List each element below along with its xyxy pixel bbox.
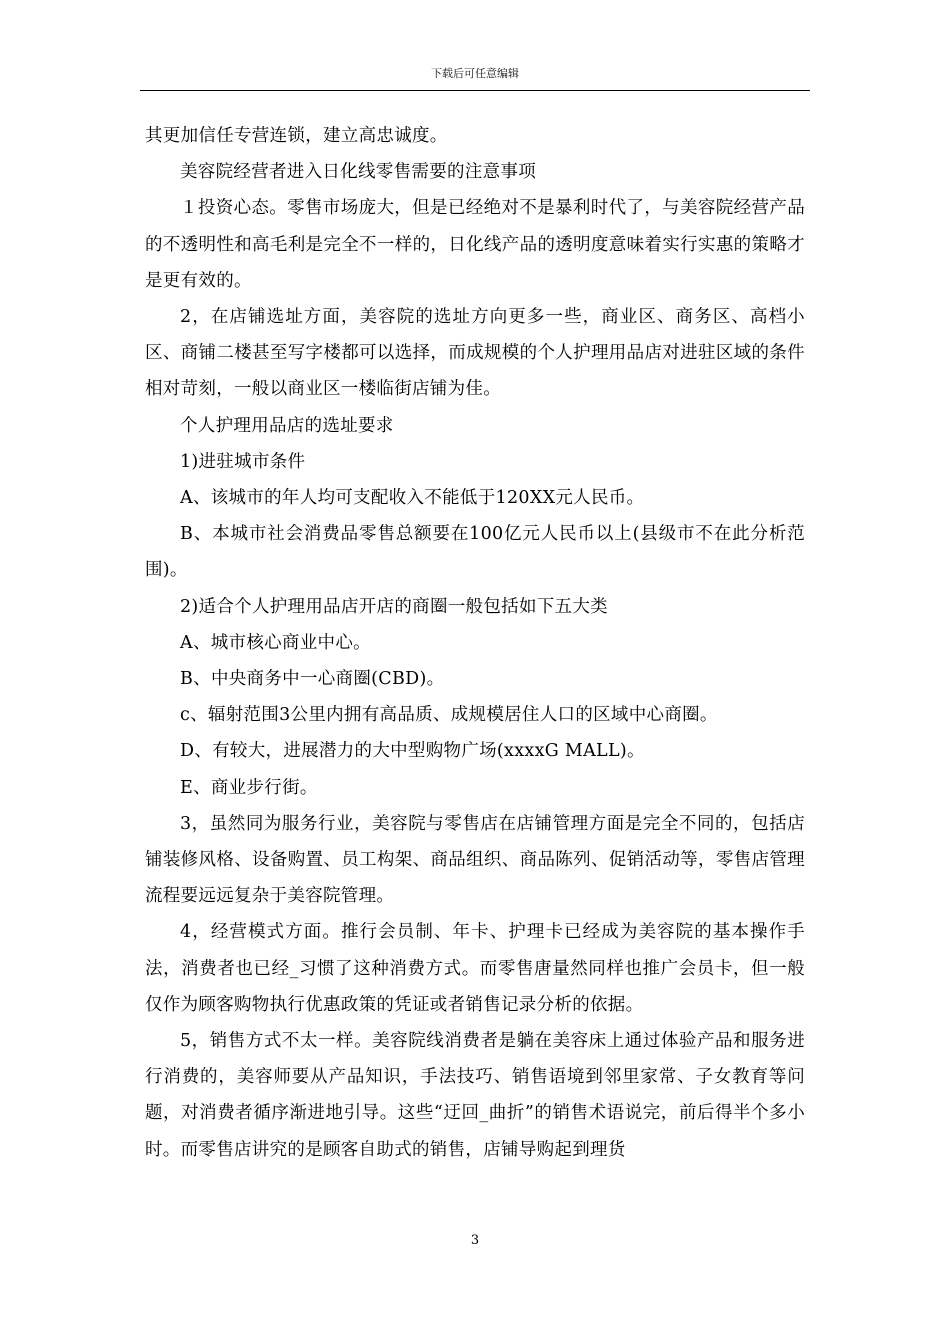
paragraph: 2，在店铺选址方面，美容院的选址方向更多一些，商业区、商务区、高档小区、商铺二楼甚至写字楼都可以选择，而成规模的个人护理用品店对进驻区域的条件相对苛刻，一般以商业区一楼临街店铺为佳。 bbox=[145, 307, 805, 400]
paragraph: 5，销售方式不太一样。美容院线消费者是躺在美容床上通过体验产品和服务进行消费的，美容师要从产品知识，手法技巧、销售语境到邻里家常、子女教育等问题，对消费者循序渐进地引导。这些“迂回_曲折”的销售术语说完，前后得半个多小时。而零售店讲究的是顾客自助式的销售，店铺导购起到理货 bbox=[145, 1031, 805, 1160]
document-body bbox=[145, 118, 805, 1168]
list-item: A、城市核心商业中心。 bbox=[180, 632, 371, 653]
page-header: 下载后可任意编辑 bbox=[431, 67, 519, 80]
list-item: D、有较大，进展潜力的大中型购物广场(xxxxG MALL)。 bbox=[180, 741, 645, 762]
list-item: B、本城市社会消费品零售总额要在100亿元人民币以上(县级市不在此分析范围)。 bbox=[145, 524, 805, 581]
paragraph: 其更加信任专营连锁，建立高忠诚度。 bbox=[145, 126, 448, 146]
header-divider bbox=[140, 90, 810, 91]
paragraph: １投资心态。零售市场庞大，但是已经绝对不是暴利时代了，与美容院经营产品的不透明性和高毛利是完全不一样的，日化线产品的透明度意味着实行实惠的策略才是更有效的。 bbox=[145, 198, 805, 291]
list-item: A、该城市的年人均可支配收入不能低于120XX元人民币。 bbox=[180, 488, 645, 509]
section-heading: 个人护理用品店的选址要求 bbox=[180, 415, 394, 436]
list-item: B、中央商务中一心商圈(CBD)。 bbox=[180, 669, 445, 690]
list-item: c、辐射范围3公里内拥有高品质、成规模居住人口的区域中心商圈。 bbox=[180, 705, 718, 726]
page-number: 3 bbox=[470, 1233, 480, 1248]
list-heading: 2)适合个人护理用品店开店的商圈一般包括如下五大类 bbox=[180, 596, 608, 617]
paragraph: 4，经营模式方面。推行会员制、年卡、护理卡已经成为美容院的基本操作手法，消费者也已经_习惯了这种消费方式。而零售唐量然同样也推广会员卡，但一般仅作为顾客购物执行优惠政策的凭证或者销售记录分析的依据。 bbox=[145, 922, 805, 1015]
list-item: E、商业步行街。 bbox=[180, 777, 318, 798]
paragraph: 3，虽然同为服务行业，美容院与零售店在店铺管理方面是完全不同的，包括店铺装修风格、设备购置、员工构架、商品组织、商品陈列、促销活动等，零售店管理流程要远远复杂于美容院管理。 bbox=[145, 813, 805, 907]
section-heading: 美容院经营者进入日化线零售需要的注意事项 bbox=[180, 162, 536, 183]
list-heading: 1)进驻城市条件 bbox=[180, 451, 306, 472]
